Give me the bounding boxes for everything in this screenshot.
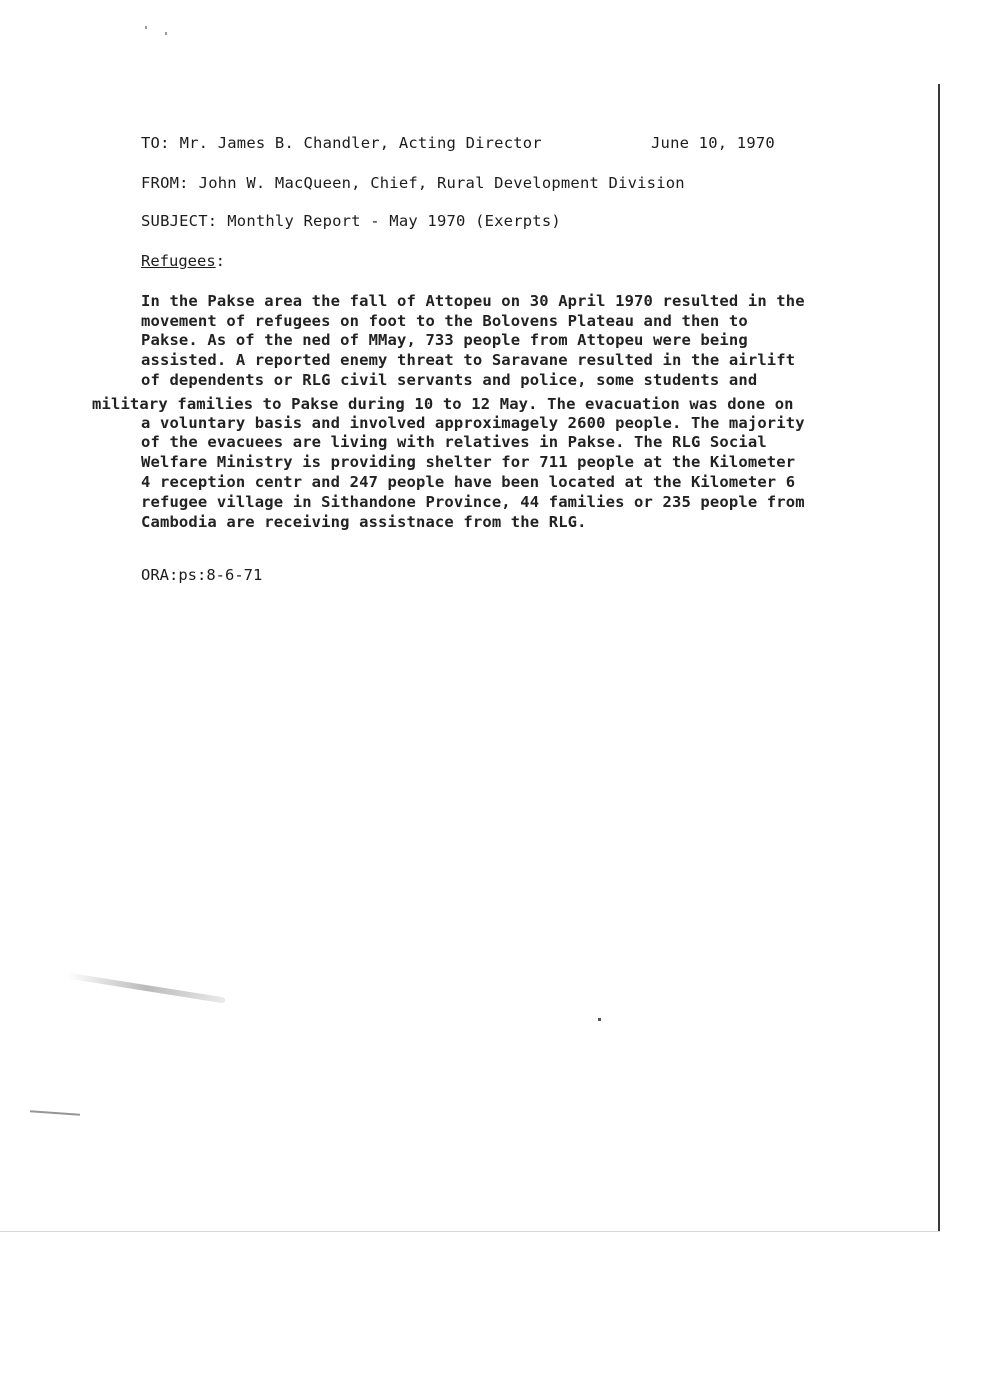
body-line: In the Pakse area the fall of Attopeu on 30 April 1970 resulted in the [141,292,805,310]
body-line: Welfare Ministry is providing shelter for 711 people at the Kilometer [141,453,796,471]
section-heading-text: Refugees [141,252,216,270]
subject-value: Monthly Report - May 1970 (Exerpts) [227,212,561,230]
body-line: 4 reception centr and 247 people have been located at the Kilometer 6 [141,473,796,491]
from-value: John W. MacQueen, Chief, Rural Development Division [198,174,685,192]
body-line: of the evacuees are living with relatives in Pakse. The RLG Social [141,433,767,451]
reference-code: ORA:ps:8-6-71 [141,566,263,584]
body-line: Pakse. As of the ned of MMay, 733 people from Attopeu were being [141,331,748,349]
body-line: Cambodia are receiving assistnace from the RLG. [141,513,587,531]
body-line: assisted. A reported enemy threat to Saravane resulted in the airlift [141,351,796,369]
from-line [141,174,685,192]
subject-label: SUBJECT: [141,212,218,230]
scan-speck [598,1018,601,1021]
body-line: of dependents or RLG civil servants and police, some students and [141,371,758,389]
to-value: Mr. James B. Chandler, Acting Director [179,134,542,152]
section-heading-colon: : [215,252,225,270]
section-heading [141,252,225,270]
body-line: a voluntary basis and involved approximagely 2600 people. The majority [141,414,805,432]
sheet-right-edge [938,84,940,1232]
memo-date: June 10, 1970 [651,134,775,152]
to-line [141,134,542,152]
body-line: movement of refugees on foot to the Bolovens Plateau and then to [141,312,748,330]
sheet-bottom-edge [0,1231,940,1232]
subject-line [141,212,561,230]
scan-speck [165,32,167,35]
from-label: FROM: [141,174,189,192]
body-line: military families to Pakse during 10 to 12 May. The evacuation was done on [92,395,794,413]
body-line: refugee village in Sithandone Province, 44 families or 235 people from [141,493,805,511]
scan-speck [145,26,147,29]
to-label: TO: [141,134,170,152]
